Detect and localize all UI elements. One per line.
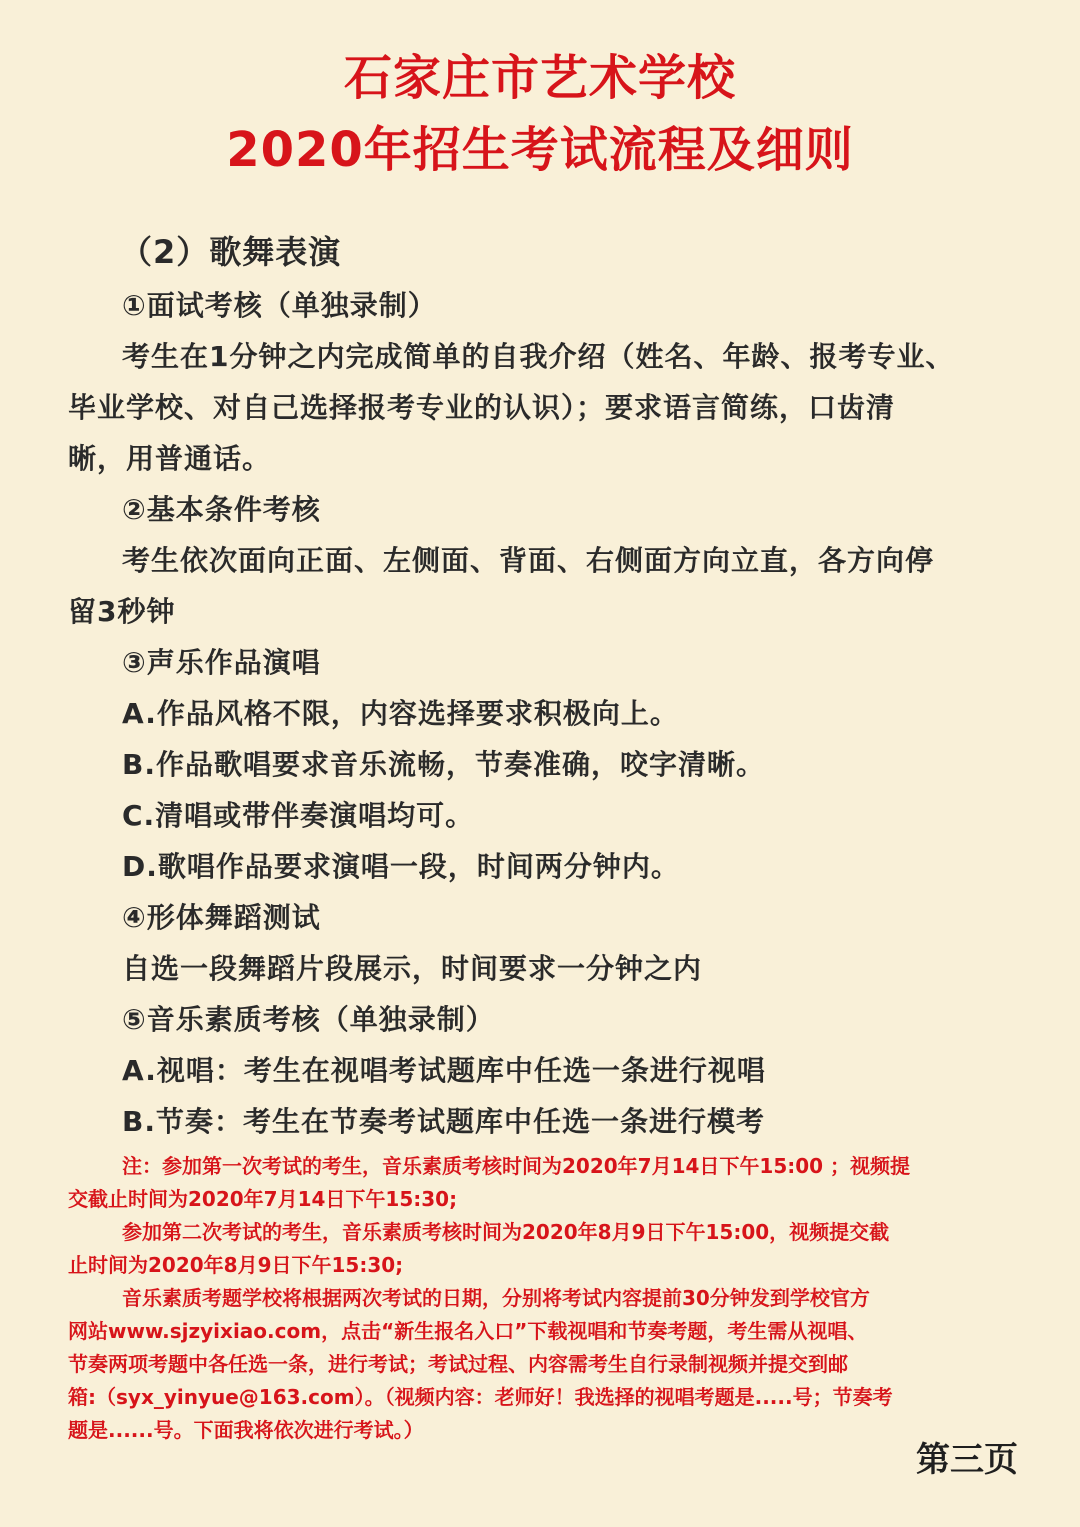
note-line-7: 节奏两项考题中各任选一条，进行考试；考试过程、内容需考生自行录制视频并提交到邮 [68,1352,848,1376]
interview-text-line-3: 晰，用普通话。 [68,442,272,475]
note-line-9: 题是......号。下面我将依次进行考试。） [68,1418,424,1442]
note-line-4: 止时间为2020年8月9日下午15:30; [68,1253,404,1277]
dance-heading: ④形体舞蹈测试 [122,901,321,934]
section-heading: （2）歌舞表演 [120,233,342,271]
interview-text-line-2: 毕业学校、对自己选择报考专业的认识）；要求语言简练，口齿清 [68,391,896,424]
interview-text-line-1: 考生在1分钟之内完成简单的自我介绍（姓名、年龄、报考专业、 [122,340,955,373]
basic-text-line-1: 考生依次面向正面、左侧面、背面、右侧面方向立直，各方向停 [122,544,935,577]
interview-heading: ①面试考核（单独录制） [122,289,437,322]
title-line-2: 2020年招生考试流程及细则 [226,122,854,178]
basic-heading: ②基本条件考核 [122,493,321,526]
note-line-1: 注：参加第一次考试的考生，音乐素质考核时间为2020年7月14日下午15:00 ；视频提 [122,1154,911,1178]
vocal-item-a: A.作品风格不限，内容选择要求积极向上。 [122,697,679,730]
title-line-1: 石家庄市艺术学校 [343,50,736,106]
basic-text-line-2: 留3秒钟 [68,595,176,628]
note-line-5: 音乐素质考题学校将根据两次考试的日期，分别将考试内容提前30分钟发到学校官方 [122,1286,870,1310]
note-line-3: 参加第二次考试的考生，音乐素质考核时间为2020年8月9日下午15:00，视频提交截 [122,1220,890,1244]
vocal-item-b: B.作品歌唱要求音乐流畅，节奏准确，咬字清晰。 [122,748,765,781]
music-item-a: A.视唱：考生在视唱考试题库中任选一条进行视唱 [122,1054,766,1087]
note-line-8: 箱:（syx_yinyue@163.com）。（视频内容：老师好！我选择的视唱考题是.....号；节奏考 [68,1385,893,1409]
note-line-6: 网站www.sjzyixiao.com，点击“新生报名入口”下载视唱和节奏考题，考生需从视唱、 [68,1319,868,1343]
vocal-heading: ③声乐作品演唱 [122,646,321,679]
music-heading: ⑤音乐素质考核（单独录制） [122,1003,495,1036]
vocal-item-c: C.清唱或带伴奏演唱均可。 [122,799,475,832]
music-item-b: B.节奏：考生在节奏考试题库中任选一条进行模考 [122,1105,765,1138]
dance-text: 自选一段舞蹈片段展示，时间要求一分钟之内 [122,952,703,985]
page-number: 第三页 [916,1440,1018,1480]
note-line-2: 交截止时间为2020年7月14日下午15:30; [68,1187,458,1211]
vocal-item-d: D.歌唱作品要求演唱一段，时间两分钟内。 [122,850,680,883]
